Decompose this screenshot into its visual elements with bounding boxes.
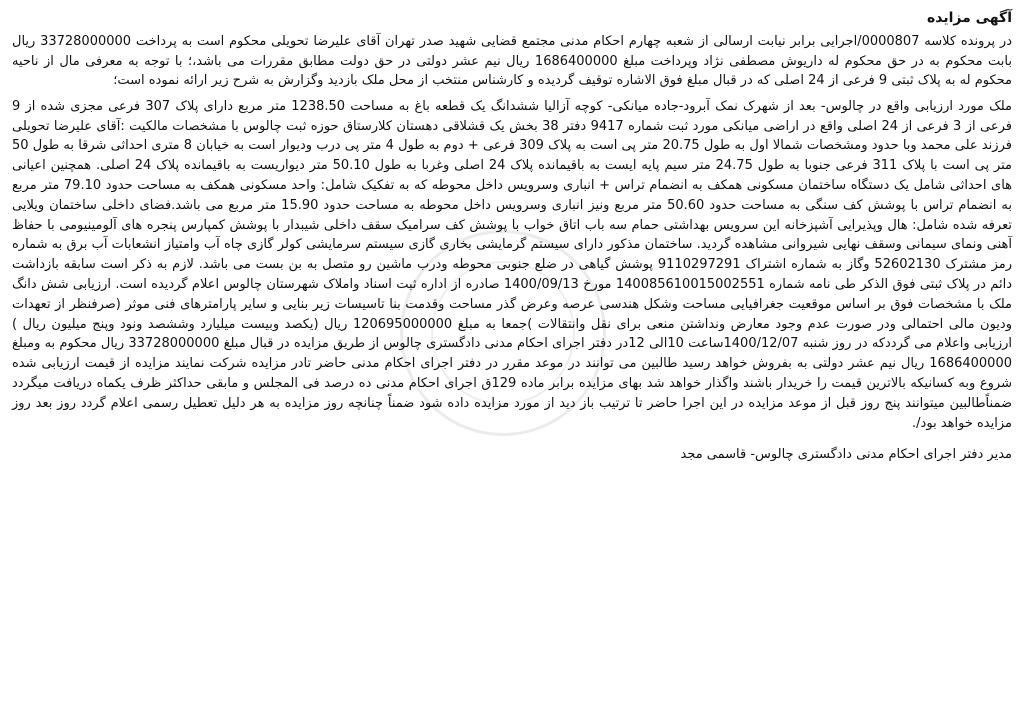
intro-paragraph: در پرونده کلاسه 0000807/اجرایی برابر نیابت ارسالی از شعبه چهارم احکام مدنی مجتمع قضایی شهید صدر تهران آقای علیرضا تحویلی محکوم است به پرداخت 33728000000 ریال بابت محکوم به در حق محکوم له داریوش مصطفی نژاد وپرداخت مبلغ 1686400000 ریال نیم عشر دولتی در حق دولت مطابق مقررات می باشد،؛ با توجه به معرفی مال از ناحیه محکوم له به پلاک ثبتی 9 فرعی از 24 اصلی که در قبال مبلغ فوق الاشاره توقیف گردیده و کارشناس منتخب از محل ملک بازدید وگزارش به شرح زیر ارائه نموده است؛ xyxy=(12,34,1012,89)
notice-title: آگهی مزایده xyxy=(926,10,1012,26)
signature-line: مدیر دفتر اجرای احکام مدنی دادگستری چالوس- قاسمی مجد xyxy=(680,447,1012,463)
property-description-paragraph: ملک مورد ارزیابی واقع در چالوس- بعد از شهرک نمک آبرود-جاده میانکی- کوچه آزالیا ششدانگ یک قطعه باغ به مساحت 1238.50 متر مربع دارای پلاک 307 فرعی مجزی شده از 9 فرعی از 3 فرعی از 24 اصلی واقع در اراضی میانکی مورد ثبت شماره 9417 دفتر 38 بخش یک قشلاقی دهستان کلارستاق حوزه ثبت چالوس با مشخصات مالکیت :آقای علیرضا تحویلی فرزند علی محمد وبا حدود ومشخصات شمالا اول به طول 20.75 متر پی است به پلاک 309 فرعی + دوم به طول 4 متر پی درب ودیوار است به خیابان 8 متری احداثی شرقا به طول 50 متر پی است با پلاک 311 فرعی جنوبا به طول 24.75 متر سیم پایه ایست به باقیمانده پلاک 24 اصلی وغربا به طول 50.10 متر دیواریست به باقیمانده پلاک 24 اصلی. همچنین اعیانی های احداثی شامل یک دستگاه ساختمان مسکونی همکف به انضمام تراس + انباری وسرویس داخل محوطه که به تفکیک شامل: واحد مسکونی همکف به مساحت حدود 79.10 متر مربع به انضمام تراس با پوشش کف سنگی به مساحت حدود 50.60 متر مربع ونیز انباری وسرویس داخل محوطه به مساحت حدود 15.90 متر مربع می باشد.فضای داخلی ساختمان ویلایی تعرفه شده شامل: هال وپذیرایی آشپزخانه این سرویس بهداشتی حمام سه باب اتاق خواب با پوشش کف سرامیک سقف داخلی شیبدار با پوشش کمپارس پنجره های آلومینیومی با حفاظ آهنی ونمای سیمانی وسقف نهایی شیروانی مشاهده گردید. ساختمان مذکور دارای سیستم گرمایشی بخاری گازی سیستم سرمایشی کولر گازی چاه آب وامتیاز انشعابات آب برق به شماره رمز مشترک 52602130 وگاز به شماره اشتراک 9110297291 پوشش گیاهی در ضلع جنوبی محوطه ودرب ماشین رو متصل به بن بست می باشد. لازم به ذکر است سابقه بازداشت دائم در پلاک ثبتی فوق الذکر طی نامه شماره 140085610015002551 مورخ 1400/09/13 صادره از اداره ثبت اسناد واملاک شهرستان چالوس اعلام گردیده است. ارزیابی شش دانگ ملک با مشخصات فوق بر اساس موقعیت جغرافیایی مساحت وشکل هندسی عرصه وعرض گذر مساحت وقدمت بنا تاسیسات زیر بنایی و سایر پارامترهای فنی موثر (صرفنظر از تعهدات ودیون مالی احتمالی ودر صورت عدم وجود معارض ونداشتن منعی برای نقل وانتقالات )جمعا به مبلغ 120695000000 ریال (یکصد وبیست میلیارد وششصد ونود وپنج میلیون ریال ) ارزیابی واعلام می گرددکه در روز شنبه 1400/12/07ساعت 10الی 12در دفتر اجرای احکام مدنی دادگستری چالوس از طریق مزایده در قبال مبلغ 33728000000 ریال محکوم به ومبلغ 1686400000 ریال نیم عشر دولتی به بفروش خواهد رسید طالبین می توانند در موعد مقرر در دفتر اجرای احکام مدنی حاضر تادر مزایده شرکت نمایند مزایده از قیمت ارزیابی شده شروع وبه کسانیکه بالاترین قیمت را خریدار باشند واگذار خواهد شد بهای مزایده برابر ماده 129ق اجرای احکام مدنی ده درصد فی المجلس و مابقی حداکثر ظرف یکماه دریافت میگردد ضمناًطالبین میتوانند پنج روز قبل از موعد مزایده در این اجرا حاضر تا ترتیب باز دید از مورد مزایده داده شود ضمناً چنانچه روز مزایده به هر دلیل تعطیل رسمی اعلام گردد روز بعد روز مزایده خواهد بود/. xyxy=(12,98,1013,431)
